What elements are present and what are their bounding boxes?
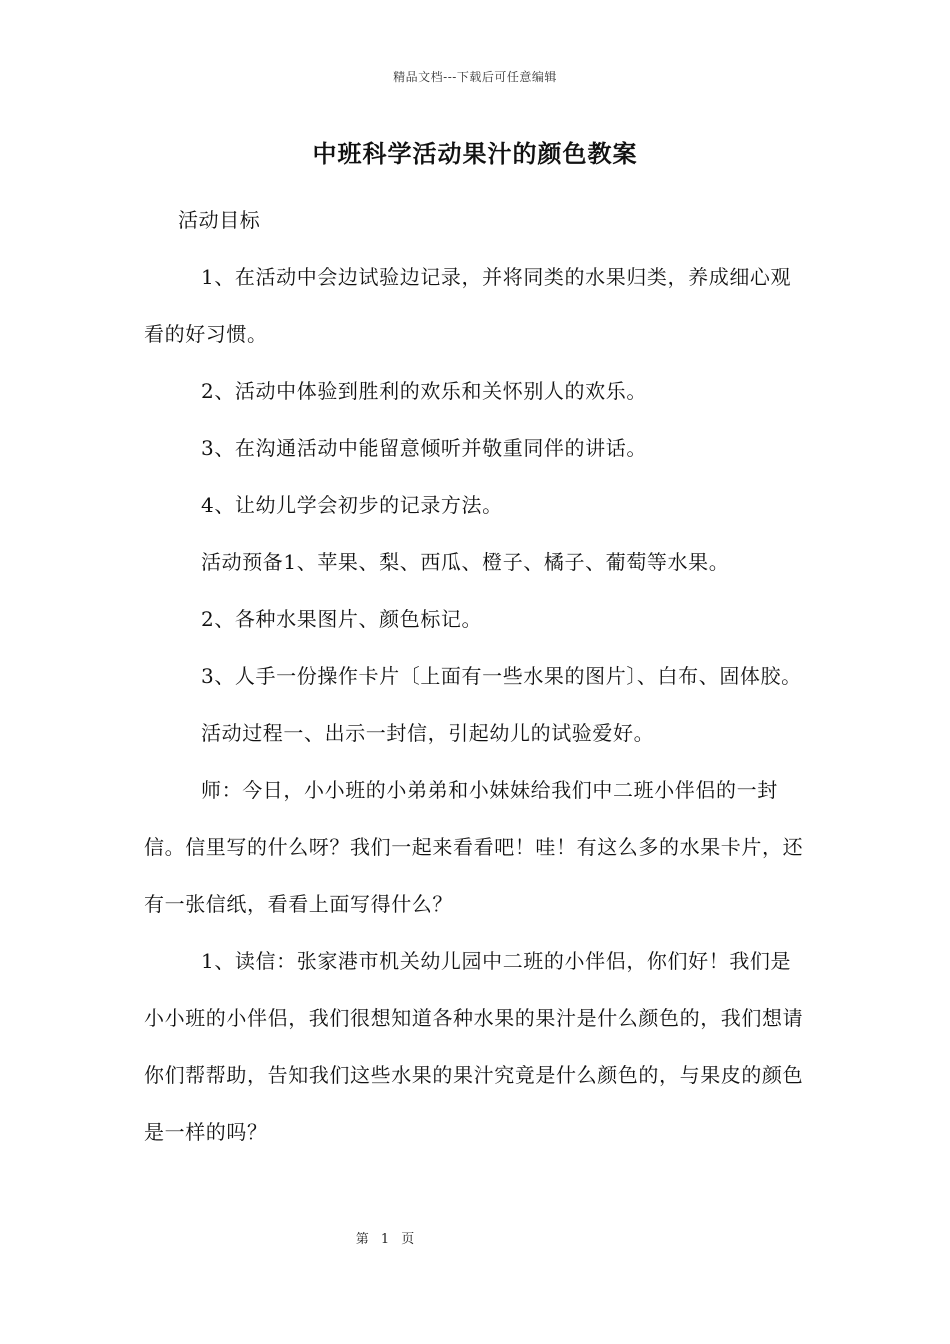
document-title: 中班科学活动果汁的颜色教案 [312, 139, 638, 168]
page-footer [0, 1228, 770, 1247]
paragraph: 活动预备1、苹果、梨、西瓜、橙子、橘子、葡萄等水果。 [201, 550, 730, 574]
page-number-prefix: 第 [355, 1232, 369, 1247]
paragraph: 1、在活动中会边试验边记录，并将同类的水果归类，养成细心观看的好习惯。 [144, 265, 792, 346]
section-heading-goals: 活动目标 [178, 208, 261, 232]
page-header-note: 精品文档---下载后可任意编辑 [393, 70, 557, 84]
paragraph: 2、各种水果图片、颜色标记。 [201, 607, 483, 631]
paragraph: 3、人手一份操作卡片〔上面有一些水果的图片〕、白布、固体胶。 [201, 664, 802, 688]
paragraph: 3、在沟通活动中能留意倾听并敬重同伴的讲话。 [201, 436, 647, 460]
paragraph: 活动过程一、出示一封信，引起幼儿的试验爱好。 [201, 721, 655, 745]
document-body [144, 192, 808, 1161]
page-number: 1 [380, 1232, 390, 1247]
paragraph: 2、活动中体验到胜利的欢乐和关怀别人的欢乐。 [201, 379, 647, 403]
paragraph: 1、读信：张家港市机关幼儿园中二班的小伴侣，你们好！我们是小小班的小伴侣，我们很想知道各种水果的果汁是什么颜色的，我们想请你们帮帮助，告知我们这些水果的果汁究竟是什么颜色的，与果皮的颜色是一样的吗？ [144, 949, 804, 1144]
paragraph: 4、让幼儿学会初步的记录方法。 [201, 493, 503, 517]
paragraph: 师：今日，小小班的小弟弟和小妹妹给我们中二班小伴侣的一封信。信里写的什么呀？我们一起来看看吧！哇！有这么多的水果卡片，还有一张信纸，看看上面写得什么？ [144, 778, 804, 916]
page-number-suffix: 页 [401, 1232, 415, 1247]
